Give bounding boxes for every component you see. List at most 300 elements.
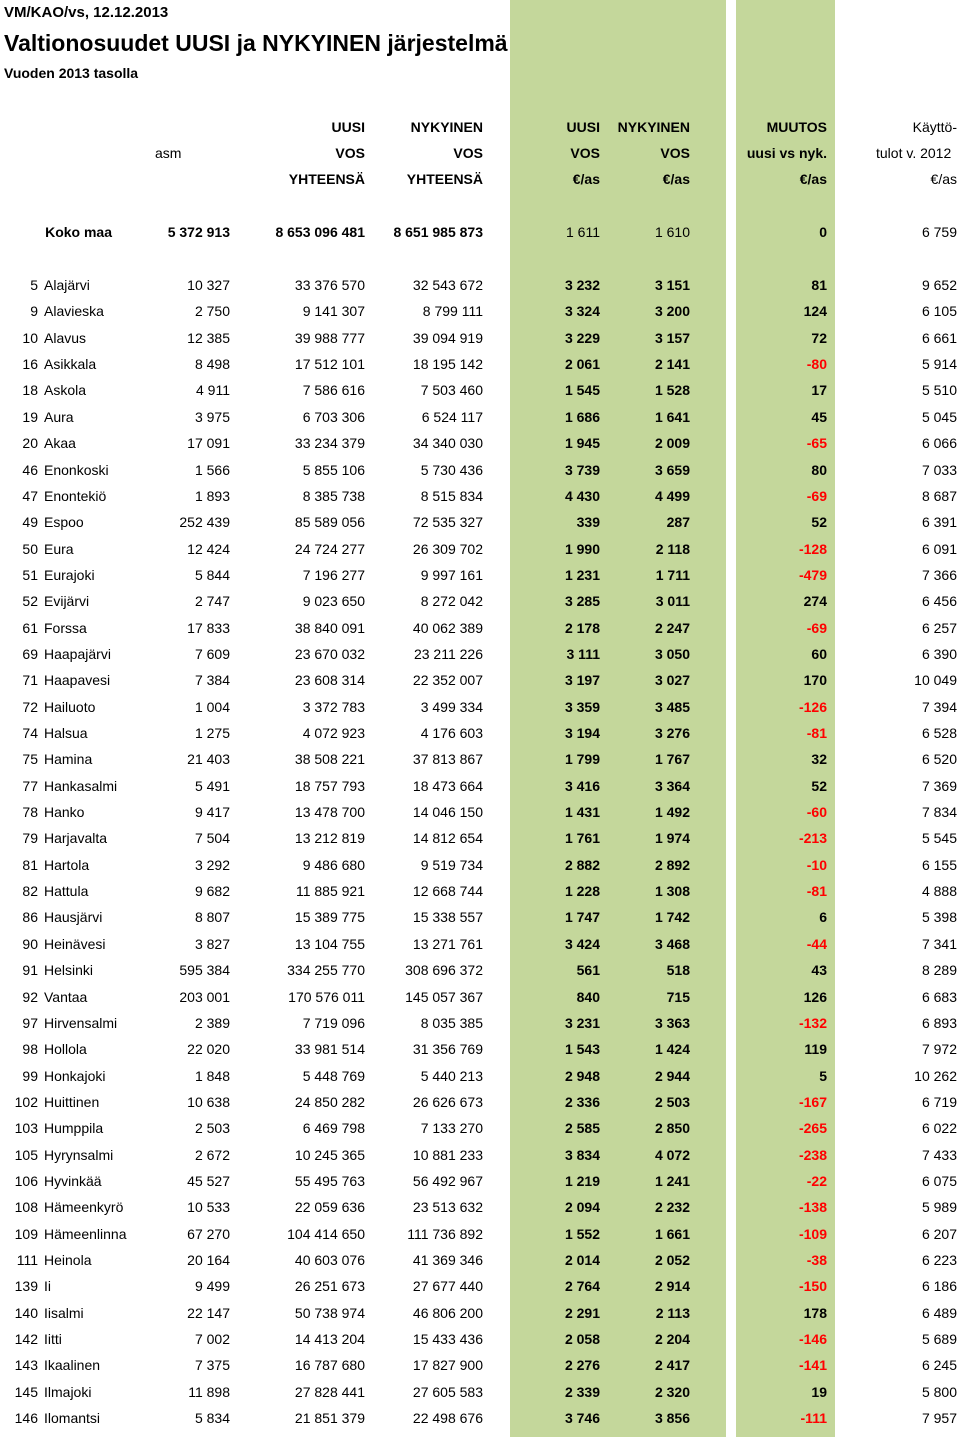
table-row bbox=[0, 1143, 960, 1169]
row-name: Aura bbox=[44, 408, 74, 425]
row-kaytto: 7 957 bbox=[921, 1410, 957, 1426]
row-name: Forssa bbox=[44, 619, 87, 636]
row-asm: 11 898 bbox=[188, 1383, 230, 1400]
row-nyk-as: 2 232 bbox=[654, 1199, 690, 1216]
row-nyk-vos: 22 352 007 bbox=[412, 672, 483, 689]
row-nyk-vos: 17 827 900 bbox=[412, 1357, 483, 1374]
row-name: Hirvensalmi bbox=[44, 1014, 118, 1031]
row-name: Hanko bbox=[44, 804, 85, 820]
row-uusi-as: 2 882 bbox=[564, 856, 600, 873]
row-code: 52 bbox=[22, 593, 38, 610]
col-kaytto-year: 2012 bbox=[920, 145, 952, 161]
col-asm-header: asm bbox=[155, 145, 182, 161]
row-muutos: -80 bbox=[806, 356, 827, 373]
row-nyk-vos: 111 736 892 bbox=[407, 1225, 483, 1242]
row-uusi-as: 2 948 bbox=[564, 1067, 600, 1084]
row-uusi-as: 3 197 bbox=[564, 672, 600, 689]
row-nyk-as: 4 499 bbox=[654, 487, 690, 504]
row-nyk-vos: 46 806 200 bbox=[412, 1304, 483, 1321]
col-uusi-vos-unit: YHTEENSÄ bbox=[288, 171, 365, 187]
row-nyk-vos: 15 433 436 bbox=[412, 1331, 483, 1347]
row-uusi-as: 561 bbox=[576, 962, 600, 979]
row-asm: 12 424 bbox=[187, 540, 230, 557]
row-name: Askola bbox=[44, 382, 87, 399]
row-kaytto: 6 520 bbox=[921, 751, 957, 768]
col-kaytto-sub: tulot v. 2012 bbox=[876, 145, 952, 161]
row-name: Hattula bbox=[44, 883, 89, 900]
row-uusi-as: 3 285 bbox=[564, 593, 600, 610]
row-kaytto: 6 456 bbox=[921, 593, 957, 610]
row-code: 140 bbox=[14, 1304, 38, 1321]
row-uusi-vos: 14 413 204 bbox=[294, 1331, 365, 1347]
row-uusi-vos: 26 251 673 bbox=[294, 1278, 365, 1295]
table-row bbox=[0, 1353, 960, 1379]
row-nyk-as: 3 027 bbox=[654, 672, 690, 689]
row-nyk-as: 3 659 bbox=[654, 461, 690, 478]
row-uusi-as: 1 945 bbox=[564, 435, 600, 452]
row-asm: 17 833 bbox=[187, 619, 230, 636]
table-row bbox=[0, 853, 960, 879]
row-uusi-vos: 6 703 306 bbox=[302, 408, 365, 425]
col-nyk-vos-unit: YHTEENSÄ bbox=[406, 171, 483, 187]
row-uusi-vos: 11 885 921 bbox=[295, 883, 365, 900]
row-asm: 2 389 bbox=[194, 1014, 230, 1031]
row-name: Hyvinkää bbox=[44, 1172, 102, 1189]
row-name: Eurajoki bbox=[44, 566, 95, 583]
table-row bbox=[0, 1222, 960, 1248]
row-name: Hämeenlinna bbox=[44, 1225, 127, 1242]
row-code: 75 bbox=[22, 751, 38, 768]
row-kaytto: 5 689 bbox=[921, 1331, 957, 1347]
row-code: 102 bbox=[14, 1093, 38, 1110]
row-kaytto: 6 257 bbox=[921, 619, 957, 636]
row-nyk-as: 1 767 bbox=[654, 751, 690, 768]
row-uusi-vos: 170 576 011 bbox=[288, 988, 365, 1005]
row-name: Enonkoski bbox=[44, 461, 109, 478]
row-uusi-vos: 104 414 650 bbox=[287, 1225, 365, 1242]
row-nyk-as: 3 363 bbox=[654, 1014, 690, 1031]
row-nyk-vos: 8 272 042 bbox=[420, 593, 483, 610]
table-row bbox=[0, 537, 960, 563]
row-code: 146 bbox=[14, 1410, 38, 1426]
row-name: Hartola bbox=[44, 856, 90, 873]
row-asm: 5 834 bbox=[194, 1410, 230, 1426]
row-kaytto: 6 022 bbox=[921, 1120, 957, 1137]
column-header-row-3 bbox=[0, 167, 960, 193]
row-nyk-as: 2 204 bbox=[654, 1331, 690, 1347]
table-row bbox=[0, 378, 960, 404]
col-muutos-sub: uusi vs nyk. bbox=[746, 145, 827, 161]
row-name: Ilmajoki bbox=[44, 1383, 92, 1400]
row-asm: 67 270 bbox=[187, 1225, 230, 1242]
row-name: Iitti bbox=[44, 1331, 62, 1347]
row-muutos: 43 bbox=[811, 962, 827, 979]
table-row bbox=[0, 800, 960, 826]
row-code: 19 bbox=[22, 408, 38, 425]
row-code: 51 bbox=[22, 566, 38, 583]
row-muutos: -479 bbox=[798, 566, 827, 583]
row-code: 47 bbox=[22, 487, 38, 504]
row-muutos: 32 bbox=[811, 751, 827, 768]
row-uusi-as: 2 178 bbox=[564, 619, 600, 636]
col-uusi-as-sub: VOS bbox=[570, 145, 600, 161]
row-kaytto: 6 719 bbox=[921, 1093, 957, 1110]
row-nyk-vos: 27 605 583 bbox=[412, 1383, 483, 1400]
row-asm: 9 682 bbox=[194, 883, 230, 900]
row-kaytto: 10 262 bbox=[914, 1067, 957, 1084]
row-asm: 3 292 bbox=[194, 856, 230, 873]
row-uusi-vos: 7 196 277 bbox=[302, 566, 365, 583]
row-code: 71 bbox=[22, 672, 38, 689]
column-header-row-2 bbox=[0, 141, 960, 167]
table-row bbox=[0, 299, 960, 325]
row-asm: 203 001 bbox=[179, 988, 230, 1005]
row-muutos: -44 bbox=[806, 935, 827, 952]
row-uusi-vos: 10 245 365 bbox=[294, 1146, 365, 1163]
row-asm: 45 527 bbox=[187, 1172, 230, 1189]
row-code: 69 bbox=[22, 645, 38, 662]
row-uusi-as: 840 bbox=[576, 988, 600, 1005]
row-nyk-as: 2 113 bbox=[655, 1304, 690, 1321]
row-uusi-vos: 13 212 819 bbox=[294, 830, 365, 847]
row-asm: 7 504 bbox=[194, 830, 230, 847]
row-muutos: -60 bbox=[806, 804, 827, 820]
row-nyk-vos: 5 440 213 bbox=[420, 1067, 483, 1084]
row-uusi-as: 1 219 bbox=[564, 1172, 600, 1189]
row-uusi-as: 3 232 bbox=[564, 277, 600, 293]
row-nyk-as: 3 468 bbox=[654, 935, 690, 952]
row-uusi-as: 4 430 bbox=[564, 487, 600, 504]
row-code: 91 bbox=[22, 962, 38, 979]
table-row bbox=[0, 1406, 960, 1432]
row-nyk-as: 1 308 bbox=[654, 883, 690, 900]
row-uusi-as: 1 431 bbox=[564, 804, 600, 820]
row-muutos: 80 bbox=[811, 461, 827, 478]
row-uusi-vos: 6 469 798 bbox=[302, 1120, 365, 1137]
row-kaytto: 8 289 bbox=[921, 962, 957, 979]
row-kaytto: 7 366 bbox=[921, 566, 957, 583]
row-kaytto: 6 075 bbox=[921, 1172, 957, 1189]
row-kaytto: 6 245 bbox=[921, 1357, 957, 1374]
row-uusi-as: 3 746 bbox=[564, 1410, 600, 1426]
row-kaytto: 5 545 bbox=[921, 830, 957, 847]
row-code: 74 bbox=[22, 725, 38, 741]
row-muutos: 178 bbox=[803, 1304, 827, 1321]
row-code: 20 bbox=[22, 435, 38, 452]
total-muutos: 0 bbox=[819, 224, 827, 240]
row-uusi-as: 2 585 bbox=[564, 1120, 600, 1137]
row-muutos: -81 bbox=[806, 725, 827, 741]
row-muutos: 119 bbox=[804, 1041, 827, 1058]
row-uusi-vos: 38 840 091 bbox=[294, 619, 365, 636]
page-subtitle: Vuoden 2013 tasolla bbox=[4, 65, 139, 81]
col-uusi-as-unit: €/as bbox=[572, 171, 600, 187]
row-nyk-as: 1 742 bbox=[654, 909, 690, 926]
row-muutos: -69 bbox=[806, 619, 827, 636]
row-nyk-as: 3 157 bbox=[654, 329, 690, 346]
document-id: VM/KAO/vs, 12.12.2013 bbox=[4, 4, 169, 21]
row-asm: 22 020 bbox=[187, 1041, 230, 1058]
row-asm: 21 403 bbox=[187, 751, 230, 768]
row-uusi-as: 3 231 bbox=[564, 1014, 600, 1031]
row-asm: 9 499 bbox=[194, 1278, 230, 1295]
row-code: 49 bbox=[22, 514, 38, 531]
table-row bbox=[0, 826, 960, 852]
row-asm: 7 384 bbox=[194, 672, 230, 689]
row-name: Alavieska bbox=[44, 303, 104, 320]
row-asm: 7 375 bbox=[194, 1357, 230, 1374]
row-kaytto: 7 972 bbox=[921, 1041, 957, 1058]
row-code: 92 bbox=[22, 988, 38, 1005]
row-asm: 2 503 bbox=[194, 1120, 230, 1137]
row-nyk-vos: 3 499 334 bbox=[420, 698, 483, 715]
row-uusi-as: 2 291 bbox=[564, 1304, 600, 1321]
row-asm: 5 844 bbox=[194, 566, 230, 583]
row-name: Heinola bbox=[44, 1252, 92, 1268]
row-nyk-as: 3 856 bbox=[654, 1410, 690, 1426]
table-row bbox=[0, 352, 960, 378]
row-kaytto: 6 489 bbox=[921, 1304, 957, 1321]
row-uusi-as: 1 990 bbox=[564, 540, 600, 557]
row-kaytto: 5 045 bbox=[921, 408, 957, 425]
row-nyk-as: 2 944 bbox=[654, 1067, 690, 1084]
row-code: 142 bbox=[14, 1331, 38, 1347]
row-kaytto: 6 207 bbox=[921, 1225, 957, 1242]
table-row bbox=[0, 273, 960, 299]
table-row bbox=[0, 1090, 960, 1116]
row-muutos: 124 bbox=[803, 303, 827, 320]
row-nyk-as: 3 276 bbox=[654, 725, 690, 741]
row-asm: 3 827 bbox=[194, 935, 230, 952]
row-muutos: -167 bbox=[798, 1093, 827, 1110]
row-nyk-vos: 27 677 440 bbox=[412, 1278, 483, 1295]
row-nyk-as: 1 528 bbox=[654, 382, 690, 399]
row-muutos: -128 bbox=[798, 540, 827, 557]
row-code: 16 bbox=[22, 356, 38, 373]
row-uusi-as: 2 339 bbox=[564, 1383, 600, 1400]
row-kaytto: 7 433 bbox=[921, 1146, 957, 1163]
table-row bbox=[0, 616, 960, 642]
row-muutos: -138 bbox=[798, 1199, 827, 1216]
row-muutos: -141 bbox=[798, 1357, 827, 1374]
row-nyk-vos: 34 340 030 bbox=[412, 435, 483, 452]
row-name: Iisalmi bbox=[44, 1304, 84, 1321]
total-uusi-vos: 8 653 096 481 bbox=[275, 224, 365, 240]
row-asm: 252 439 bbox=[179, 514, 230, 531]
row-asm: 1 566 bbox=[194, 461, 230, 478]
row-name: Hailuoto bbox=[44, 698, 96, 715]
total-kaytto: 6 759 bbox=[921, 224, 957, 240]
row-name: Alajärvi bbox=[44, 277, 90, 293]
row-name: Humppila bbox=[44, 1120, 104, 1137]
row-muutos: -10 bbox=[806, 856, 827, 873]
row-kaytto: 7 341 bbox=[921, 935, 957, 952]
row-name: Alavus bbox=[44, 329, 87, 346]
row-muutos: 126 bbox=[803, 988, 827, 1005]
row-kaytto: 7 369 bbox=[921, 777, 957, 794]
row-muutos: -146 bbox=[798, 1331, 827, 1347]
row-uusi-as: 3 324 bbox=[564, 303, 600, 320]
row-code: 77 bbox=[22, 777, 38, 794]
row-uusi-vos: 40 603 076 bbox=[294, 1252, 365, 1268]
row-uusi-vos: 3 372 783 bbox=[302, 698, 365, 715]
table-row bbox=[0, 879, 960, 905]
row-kaytto: 5 800 bbox=[921, 1383, 957, 1400]
col-nyk-as-sub: VOS bbox=[660, 145, 690, 161]
table-row bbox=[0, 563, 960, 589]
row-muutos: -38 bbox=[806, 1252, 827, 1268]
row-nyk-vos: 5 730 436 bbox=[420, 461, 483, 478]
row-nyk-vos: 40 062 389 bbox=[412, 619, 483, 636]
row-uusi-as: 2 764 bbox=[564, 1278, 600, 1295]
row-nyk-as: 2 141 bbox=[654, 356, 690, 373]
row-uusi-as: 1 761 bbox=[564, 830, 600, 847]
row-uusi-as: 1 231 bbox=[564, 566, 600, 583]
row-name: Hyrynsalmi bbox=[44, 1146, 114, 1163]
row-asm: 17 091 bbox=[187, 435, 230, 452]
table-row bbox=[0, 1037, 960, 1063]
row-asm: 1 848 bbox=[194, 1067, 230, 1084]
row-uusi-vos: 9 023 650 bbox=[302, 593, 365, 610]
row-nyk-as: 2 009 bbox=[654, 435, 690, 452]
row-asm: 3 975 bbox=[194, 408, 230, 425]
row-asm: 8 498 bbox=[194, 356, 230, 373]
row-uusi-as: 3 416 bbox=[564, 777, 600, 794]
row-name: Honkajoki bbox=[44, 1067, 106, 1084]
row-muutos: -69 bbox=[806, 487, 827, 504]
row-nyk-vos: 26 626 673 bbox=[412, 1093, 483, 1110]
row-name: Evijärvi bbox=[44, 593, 90, 610]
row-nyk-vos: 10 881 233 bbox=[412, 1146, 483, 1163]
row-asm: 1 004 bbox=[194, 698, 230, 715]
row-muutos: 52 bbox=[811, 514, 827, 531]
row-kaytto: 4 888 bbox=[921, 883, 957, 900]
row-muutos: 274 bbox=[803, 593, 827, 610]
col-muutos-unit: €/as bbox=[799, 171, 827, 187]
row-muutos: -213 bbox=[798, 830, 827, 847]
row-uusi-vos: 24 850 282 bbox=[294, 1093, 365, 1110]
total-nyk-vos: 8 651 985 873 bbox=[393, 224, 483, 240]
table-row bbox=[0, 458, 960, 484]
row-nyk-vos: 41 369 346 bbox=[412, 1252, 483, 1268]
col-kaytto-header: Käyttö- bbox=[912, 119, 957, 135]
row-name: Hamina bbox=[44, 751, 93, 768]
row-nyk-as: 1 974 bbox=[654, 830, 690, 847]
row-name: Haapajärvi bbox=[44, 645, 111, 662]
col-nyk-as-header: NYKYINEN bbox=[617, 119, 690, 135]
row-kaytto: 8 687 bbox=[921, 487, 957, 504]
row-uusi-vos: 38 508 221 bbox=[294, 751, 365, 768]
row-uusi-as: 2 061 bbox=[564, 356, 600, 373]
table-row bbox=[0, 405, 960, 431]
row-asm: 2 750 bbox=[194, 303, 230, 320]
row-muutos: 45 bbox=[811, 408, 827, 425]
row-asm: 5 491 bbox=[194, 777, 230, 794]
row-uusi-vos: 5 448 769 bbox=[302, 1067, 365, 1084]
row-nyk-vos: 14 812 654 bbox=[412, 830, 483, 847]
row-code: 10 bbox=[22, 329, 38, 346]
row-nyk-vos: 9 997 161 bbox=[420, 566, 483, 583]
row-uusi-vos: 5 855 106 bbox=[302, 461, 365, 478]
row-kaytto: 6 155 bbox=[921, 856, 957, 873]
row-asm: 7 002 bbox=[194, 1331, 230, 1347]
row-uusi-vos: 7 719 096 bbox=[302, 1014, 365, 1031]
row-kaytto: 5 989 bbox=[921, 1199, 957, 1216]
row-asm: 10 327 bbox=[187, 277, 230, 293]
table-row bbox=[0, 668, 960, 694]
row-kaytto: 6 186 bbox=[921, 1278, 957, 1295]
row-nyk-vos: 39 094 919 bbox=[412, 329, 483, 346]
row-nyk-vos: 8 799 111 bbox=[422, 303, 483, 320]
row-nyk-vos: 6 524 117 bbox=[421, 408, 483, 425]
row-asm: 1 893 bbox=[194, 487, 230, 504]
column-header-row-1 bbox=[0, 115, 960, 141]
row-kaytto: 5 914 bbox=[921, 356, 957, 373]
table-row bbox=[0, 1274, 960, 1300]
row-nyk-as: 2 503 bbox=[654, 1093, 690, 1110]
row-nyk-as: 2 892 bbox=[654, 856, 690, 873]
row-uusi-vos: 23 608 314 bbox=[294, 672, 365, 689]
row-uusi-vos: 27 828 441 bbox=[294, 1383, 365, 1400]
row-uusi-vos: 55 495 763 bbox=[294, 1172, 365, 1189]
row-uusi-as: 1 545 bbox=[564, 382, 600, 399]
row-uusi-vos: 9 486 680 bbox=[302, 856, 365, 873]
row-uusi-vos: 16 787 680 bbox=[294, 1357, 365, 1374]
row-muutos: -132 bbox=[798, 1014, 827, 1031]
row-muutos: -109 bbox=[798, 1225, 827, 1242]
row-code: 90 bbox=[22, 935, 38, 952]
table-row bbox=[0, 1195, 960, 1221]
table-row bbox=[0, 985, 960, 1011]
table-row bbox=[0, 905, 960, 931]
table-row bbox=[0, 1301, 960, 1327]
row-nyk-as: 2 850 bbox=[654, 1120, 690, 1137]
row-nyk-as: 518 bbox=[666, 962, 690, 979]
row-kaytto: 6 391 bbox=[921, 514, 957, 531]
row-nyk-as: 3 485 bbox=[654, 698, 690, 715]
row-uusi-as: 3 359 bbox=[564, 698, 600, 715]
row-code: 99 bbox=[22, 1067, 38, 1084]
row-uusi-as: 3 194 bbox=[564, 725, 600, 741]
row-nyk-vos: 13 271 761 bbox=[412, 935, 483, 952]
table-row bbox=[0, 431, 960, 457]
row-code: 105 bbox=[14, 1146, 38, 1163]
row-nyk-as: 2 320 bbox=[654, 1383, 690, 1400]
row-nyk-as: 3 151 bbox=[654, 277, 690, 293]
row-code: 106 bbox=[14, 1172, 38, 1189]
row-asm: 20 164 bbox=[187, 1252, 230, 1268]
row-uusi-as: 3 739 bbox=[564, 461, 600, 478]
row-nyk-as: 1 492 bbox=[654, 804, 690, 820]
row-nyk-as: 1 641 bbox=[654, 408, 690, 425]
row-asm: 2 672 bbox=[194, 1146, 230, 1163]
row-nyk-as: 1 424 bbox=[654, 1041, 690, 1058]
row-uusi-as: 1 686 bbox=[564, 408, 600, 425]
row-nyk-as: 2 118 bbox=[655, 540, 690, 557]
col-muutos-header: MUUTOS bbox=[766, 119, 827, 135]
table-row bbox=[0, 774, 960, 800]
table-row bbox=[0, 958, 960, 984]
row-uusi-vos: 24 724 277 bbox=[294, 540, 365, 557]
row-nyk-as: 2 417 bbox=[654, 1357, 690, 1374]
row-name: Haapavesi bbox=[44, 672, 111, 689]
row-nyk-vos: 23 513 632 bbox=[412, 1199, 483, 1216]
row-nyk-vos: 18 473 664 bbox=[412, 777, 483, 794]
row-nyk-as: 3 200 bbox=[654, 303, 690, 320]
row-name: Enontekiö bbox=[44, 487, 107, 504]
row-uusi-as: 1 552 bbox=[564, 1225, 600, 1242]
row-name: Hausjärvi bbox=[44, 909, 103, 926]
